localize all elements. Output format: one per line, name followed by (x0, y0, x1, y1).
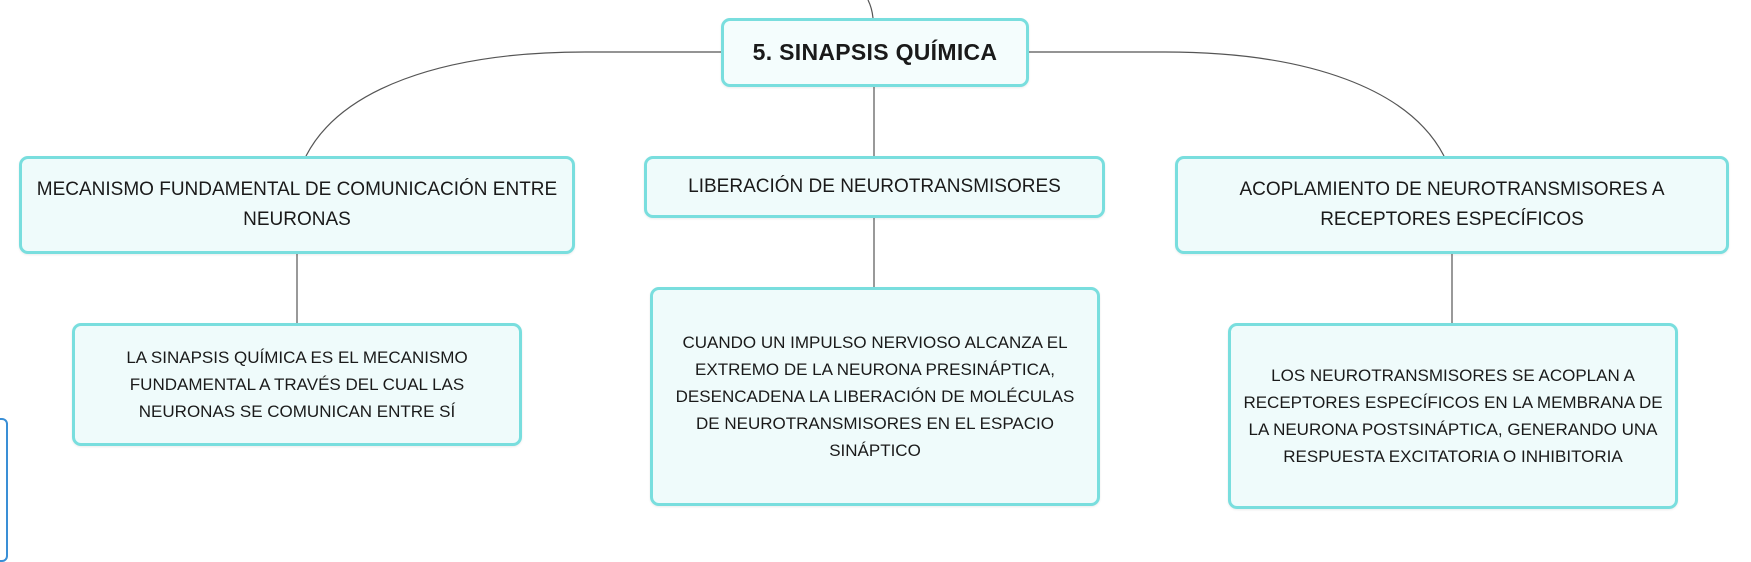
branch-node-3-label: ACOPLAMIENTO DE NEUROTRANSMISORES A RECEPTORES ESPECÍFICOS (1239, 179, 1665, 230)
root-node[interactable] (721, 18, 1029, 87)
branch-node-1-label: MECANISMO FUNDAMENTAL DE COMUNICACIÓN ENTRE NEURONAS (36, 179, 558, 230)
connector-root-to-branch-3 (1029, 52, 1444, 156)
detail-node-2[interactable] (650, 287, 1100, 506)
detail-node-1[interactable] (72, 323, 522, 446)
root-node-label: 5. SINAPSIS QUÍMICA (752, 39, 998, 65)
detail-node-3[interactable] (1228, 323, 1678, 509)
offscreen-frame-edge (0, 418, 8, 562)
detail-node-1-text: LA SINAPSIS QUÍMICA ES EL MECANISMO FUNDAMENTAL A TRAVÉS DEL CUAL LAS NEURONAS SE COMUNICAN ENTRE SÍ (126, 348, 468, 421)
detail-node-2-text: CUANDO UN IMPULSO NERVIOSO ALCANZA EL EXTREMO DE LA NEURONA PRESINÁPTICA, DESENCADENA LA LIBERACIÓN DE MOLÉCULAS DE NEUROTRANSMISORES EN EL ESPACIO SINÁPTICO (675, 333, 1075, 460)
branch-node-1[interactable] (19, 156, 575, 254)
detail-node-3-text: LOS NEUROTRANSMISORES SE ACOPLAN A RECEPTORES ESPECÍFICOS EN LA MEMBRANA DE LA NEURONA POSTSINÁPTICA, GENERANDO UNA RESPUESTA EXCITATORIA O INHIBITORIA (1243, 366, 1663, 466)
connector-root-to-branch-1 (306, 52, 721, 156)
branch-node-2[interactable] (644, 156, 1105, 218)
connector-from-parent (868, 0, 873, 18)
branch-node-3[interactable] (1175, 156, 1729, 254)
branch-node-2-label: LIBERACIÓN DE NEUROTRANSMISORES (688, 176, 1061, 197)
